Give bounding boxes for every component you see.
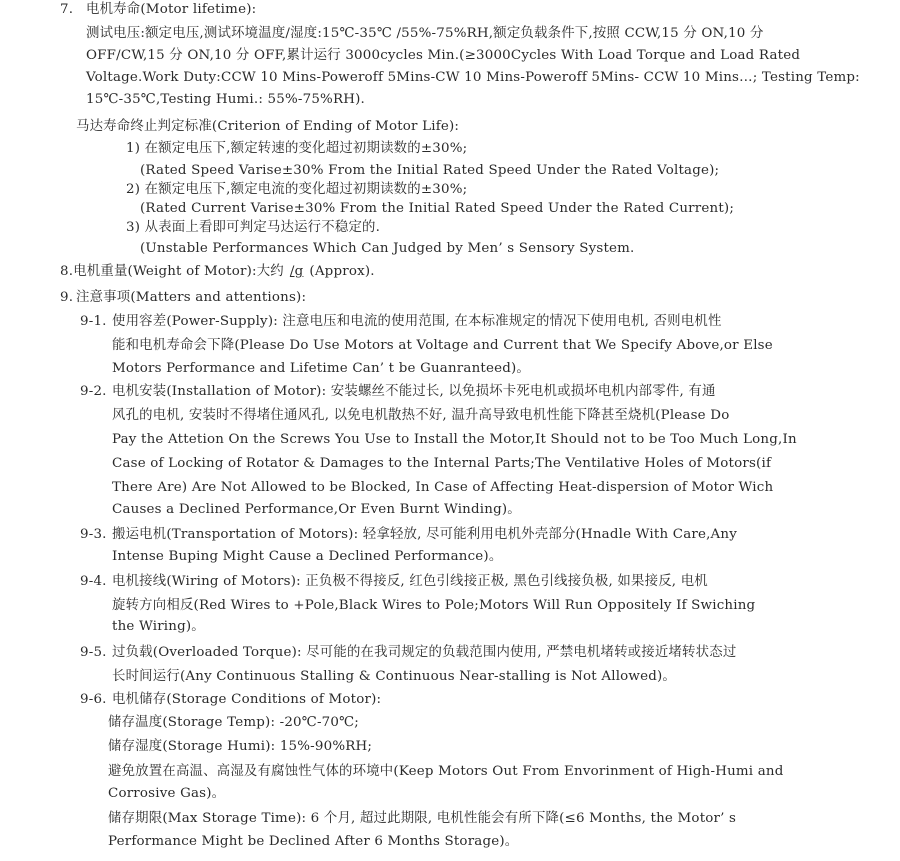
- lifetime-line: OFF/CW,15 分 ON,10 分 OFF,累计运行 3000cycles Min.(≥3000Cycles With Load Torque and Load Rated: [86, 48, 801, 63]
- subsection-line: Intense Buping Might Cause a Declined Performance)。: [112, 549, 503, 564]
- subsection-line: Causes a Declined Performance,Or Even Burnt Winding)。: [112, 502, 521, 517]
- section-7-number: 7.: [60, 2, 74, 17]
- criterion-item: 3) 从表面上看即可判定马达运行不稳定的.: [126, 220, 381, 235]
- subsection-number: 9-2.: [80, 384, 107, 399]
- subsection-line: 风孔的电机, 安装时不得堵住通风孔, 以免电机散热不好, 温升高导致电机性能下降甚至烧机(Please Do: [112, 408, 730, 423]
- section-7-heading: 电机寿命(Motor lifetime):: [86, 2, 257, 17]
- subsection-line: 储存期限(Max Storage Time): 6 个月, 超过此期限, 电机性能会有所下降(≤6 Months, the Motor’ s: [108, 811, 737, 826]
- subsection-line: 过负载(Overloaded Torque): 尽可能的在我司规定的负载范围内使用, 严禁电机堵转或接近堵转状态过: [112, 645, 737, 660]
- criterion-heading: 马达寿命终止判定标准(Criterion of Ending of Motor Life):: [76, 119, 460, 134]
- subsection-line: 电机储存(Storage Conditions of Motor):: [112, 692, 382, 707]
- weight-prefix: 大约: [256, 264, 284, 279]
- section-9-heading: 注意事项(Matters and attentions):: [76, 290, 307, 305]
- criterion-item: (Rated Current Varise±30% From the Initial Rated Speed Under the Rated Current);: [140, 201, 735, 216]
- subsection-number: 9-1.: [80, 314, 107, 329]
- section-8-line: [60, 262, 375, 282]
- subsection-line: 旋转方向相反(Red Wires to +Pole,Black Wires to Pole;Motors Will Run Oppositely If Swiching: [112, 598, 756, 613]
- subsection-number: 9-5.: [80, 645, 107, 660]
- lifetime-line: Voltage.Work Duty:CCW 10 Mins-Poweroff 5Mins-CW 10 Mins-Poweroff 5Mins- CCW 10 Mins…; Testing Temp:: [86, 70, 860, 85]
- weight-value: /g: [289, 264, 304, 279]
- subsection-number: 9-6.: [80, 692, 107, 707]
- subsection-line: 电机安装(Installation of Motor): 安装螺丝不能过长, 以免损坏卡死电机或损坏电机内部零件, 有通: [112, 384, 716, 399]
- subsection-line: Corrosive Gas)。: [108, 786, 226, 801]
- subsection-number: 9-3.: [80, 527, 107, 542]
- subsection-line: 搬运电机(Transportation of Motors): 轻拿轻放, 尽可能利用电机外壳部分(Hnadle With Care,Any: [112, 527, 738, 542]
- lifetime-line: 测试电压:额定电压,测试环境温度/湿度:15℃-35℃ /55%-75%RH,额定负载条件下,按照 CCW,15 分 ON,10 分: [86, 26, 764, 41]
- subsection-line: There Are) Are Not Allowed to be Blocked, In Case of Affecting Heat-dispersion of Motor Wich: [112, 480, 774, 495]
- subsection-number: 9-4.: [80, 574, 107, 589]
- criterion-item: (Unstable Performances Which Can Judged by Men’ s Sensory System.: [140, 241, 635, 256]
- subsection-line: 长时间运行(Any Continuous Stalling & Continuous Near-stalling is Not Allowed)。: [112, 669, 677, 684]
- subsection-line: 电机接线(Wiring of Motors): 正负极不得接反, 红色引线接正极, 黑色引线接负极, 如果接反, 电机: [112, 574, 708, 589]
- subsection-line: the Wiring)。: [112, 619, 205, 634]
- lifetime-line: 15℃-35℃,Testing Humi.: 55%-75%RH).: [86, 92, 366, 107]
- section-8-number: 8.: [60, 264, 74, 279]
- weight-suffix: (Approx).: [309, 264, 375, 279]
- subsection-line: Case of Locking of Rotator & Damages to the Internal Parts;The Ventilative Holes of Motors(if: [112, 456, 772, 471]
- subsection-line: Motors Performance and Lifetime Can’ t be Guanranteed)。: [112, 361, 531, 376]
- subsection-line: Performance Might be Declined After 6 Months Storage)。: [108, 834, 519, 849]
- section-9-number: 9.: [60, 290, 74, 305]
- subsection-line: 储存湿度(Storage Humi): 15%-90%RH;: [108, 739, 373, 754]
- criterion-item: 2) 在额定电压下,额定电流的变化超过初期读数的±30%;: [126, 182, 468, 197]
- weight-label: 电机重量(Weight of Motor):: [73, 264, 257, 279]
- subsection-line: 能和电机寿命会下降(Please Do Use Motors at Voltage and Current that We Specify Above,or Else: [112, 338, 773, 353]
- subsection-line: Pay the Attetion On the Screws You Use to Install the Motor,It Should not to be Too Much Long,In: [112, 432, 797, 447]
- subsection-line: 储存温度(Storage Temp): -20℃-70℃;: [108, 715, 360, 730]
- subsection-line: 使用容差(Power-Supply): 注意电压和电流的使用范围, 在本标准规定的情况下使用电机, 否则电机性: [112, 314, 722, 329]
- criterion-item: 1) 在额定电压下,额定转速的变化超过初期读数的±30%;: [126, 141, 468, 156]
- subsection-line: 避免放置在高温、高湿及有腐蚀性气体的环境中(Keep Motors Out From Envorinment of High-Humi and: [108, 764, 784, 779]
- criterion-item: (Rated Speed Varise±30% From the Initial Rated Speed Under the Rated Voltage);: [140, 163, 720, 178]
